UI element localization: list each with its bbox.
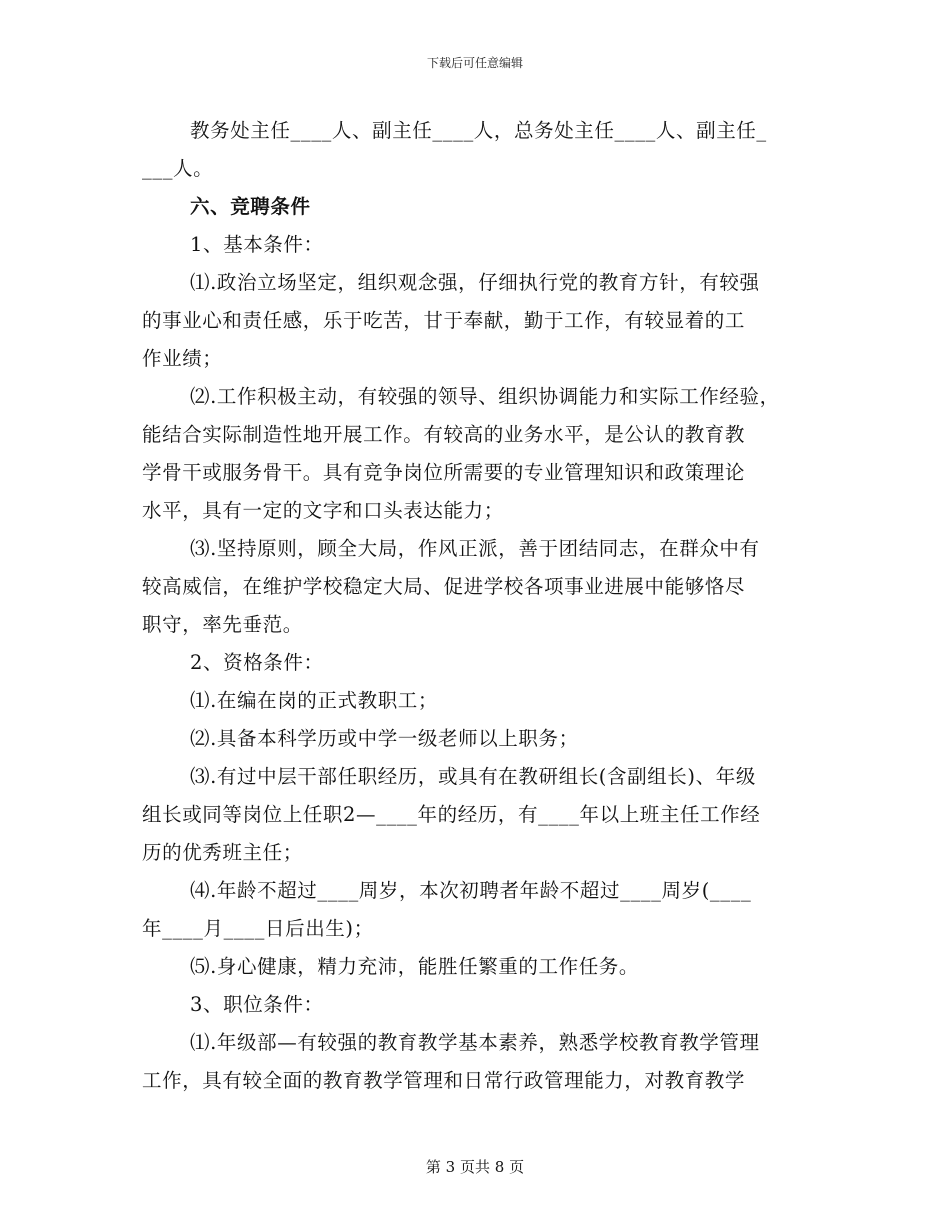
paragraph-line: 组长或同等岗位上任职2—____年的经历，有____年以上班主任工作经 [142, 803, 761, 826]
paragraph-line: ⑴.政治立场坚定，组织观念强，仔细执行党的教育方针，有较强 [190, 271, 760, 294]
paragraph-line: ___人。 [142, 157, 214, 180]
paragraph-line: ⑶.坚持原则，顾全大局，作风正派，善于团结同志，在群众中有 [190, 537, 760, 560]
paragraph-line: ⑸.身心健康，精力充沛，能胜任繁重的工作任务。 [190, 955, 639, 978]
section-heading: 六、竞聘条件 [190, 195, 311, 218]
paragraph-line: 较高威信，在维护学校稳定大局、促进学校各项事业进展中能够恪尽 [142, 575, 746, 598]
paragraph-line: 历的优秀班主任； [142, 841, 303, 864]
paragraph-line: 能结合实际制造性地开展工作。有较高的业务水平，是公认的教育教 [142, 423, 746, 446]
page-header: 下载后可任意编辑 [426, 56, 523, 70]
page-footer: 第 3 页共 8 页 [425, 1158, 525, 1176]
paragraph-line: 作业绩； [142, 347, 223, 370]
subsection-heading: 1、基本条件： [190, 233, 324, 256]
paragraph-line: 的事业心和责任感，乐于吃苦，甘于奉献，勤于工作，有较显着的工 [142, 309, 746, 332]
subsection-heading: 2、资格条件： [190, 651, 324, 674]
paragraph-line: ⑵.工作积极主动，有较强的领导、组织协调能力和实际工作经验， [190, 385, 780, 408]
paragraph-line: 职守，率先垂范。 [142, 613, 303, 636]
paragraph-line: ⑶.有过中层干部任职经历，或具有在教研组长(含副组长)、年级 [190, 765, 756, 788]
paragraph-line: ⑵.具备本科学历或中学一级老师以上职务； [190, 727, 579, 750]
paragraph-line: ⑷.年龄不超过____周岁，本次初聘者年龄不超过____周岁(____ [190, 879, 752, 902]
paragraph-line: ⑴.在编在岗的正式教职工； [190, 689, 438, 712]
paragraph-line: 学骨干或服务骨干。具有竞争岗位所需要的专业管理知识和政策理论 [142, 461, 746, 484]
paragraph-line: 水平，具有一定的文字和口头表达能力； [142, 499, 504, 522]
document-body [142, 112, 814, 1100]
paragraph-line: 教务处主任____人、副主任____人，总务处主任____人、副主任_ [190, 119, 767, 142]
subsection-heading: 3、职位条件： [190, 993, 324, 1016]
paragraph-line: ⑴.年级部—有较强的教育教学基本素养，熟悉学校教育教学管理 [190, 1031, 760, 1054]
paragraph-line: 工作，具有较全面的教育教学管理和日常行政管理能力，对教育教学 [142, 1069, 746, 1092]
paragraph-line: 年____月____日后出生)； [142, 917, 374, 940]
